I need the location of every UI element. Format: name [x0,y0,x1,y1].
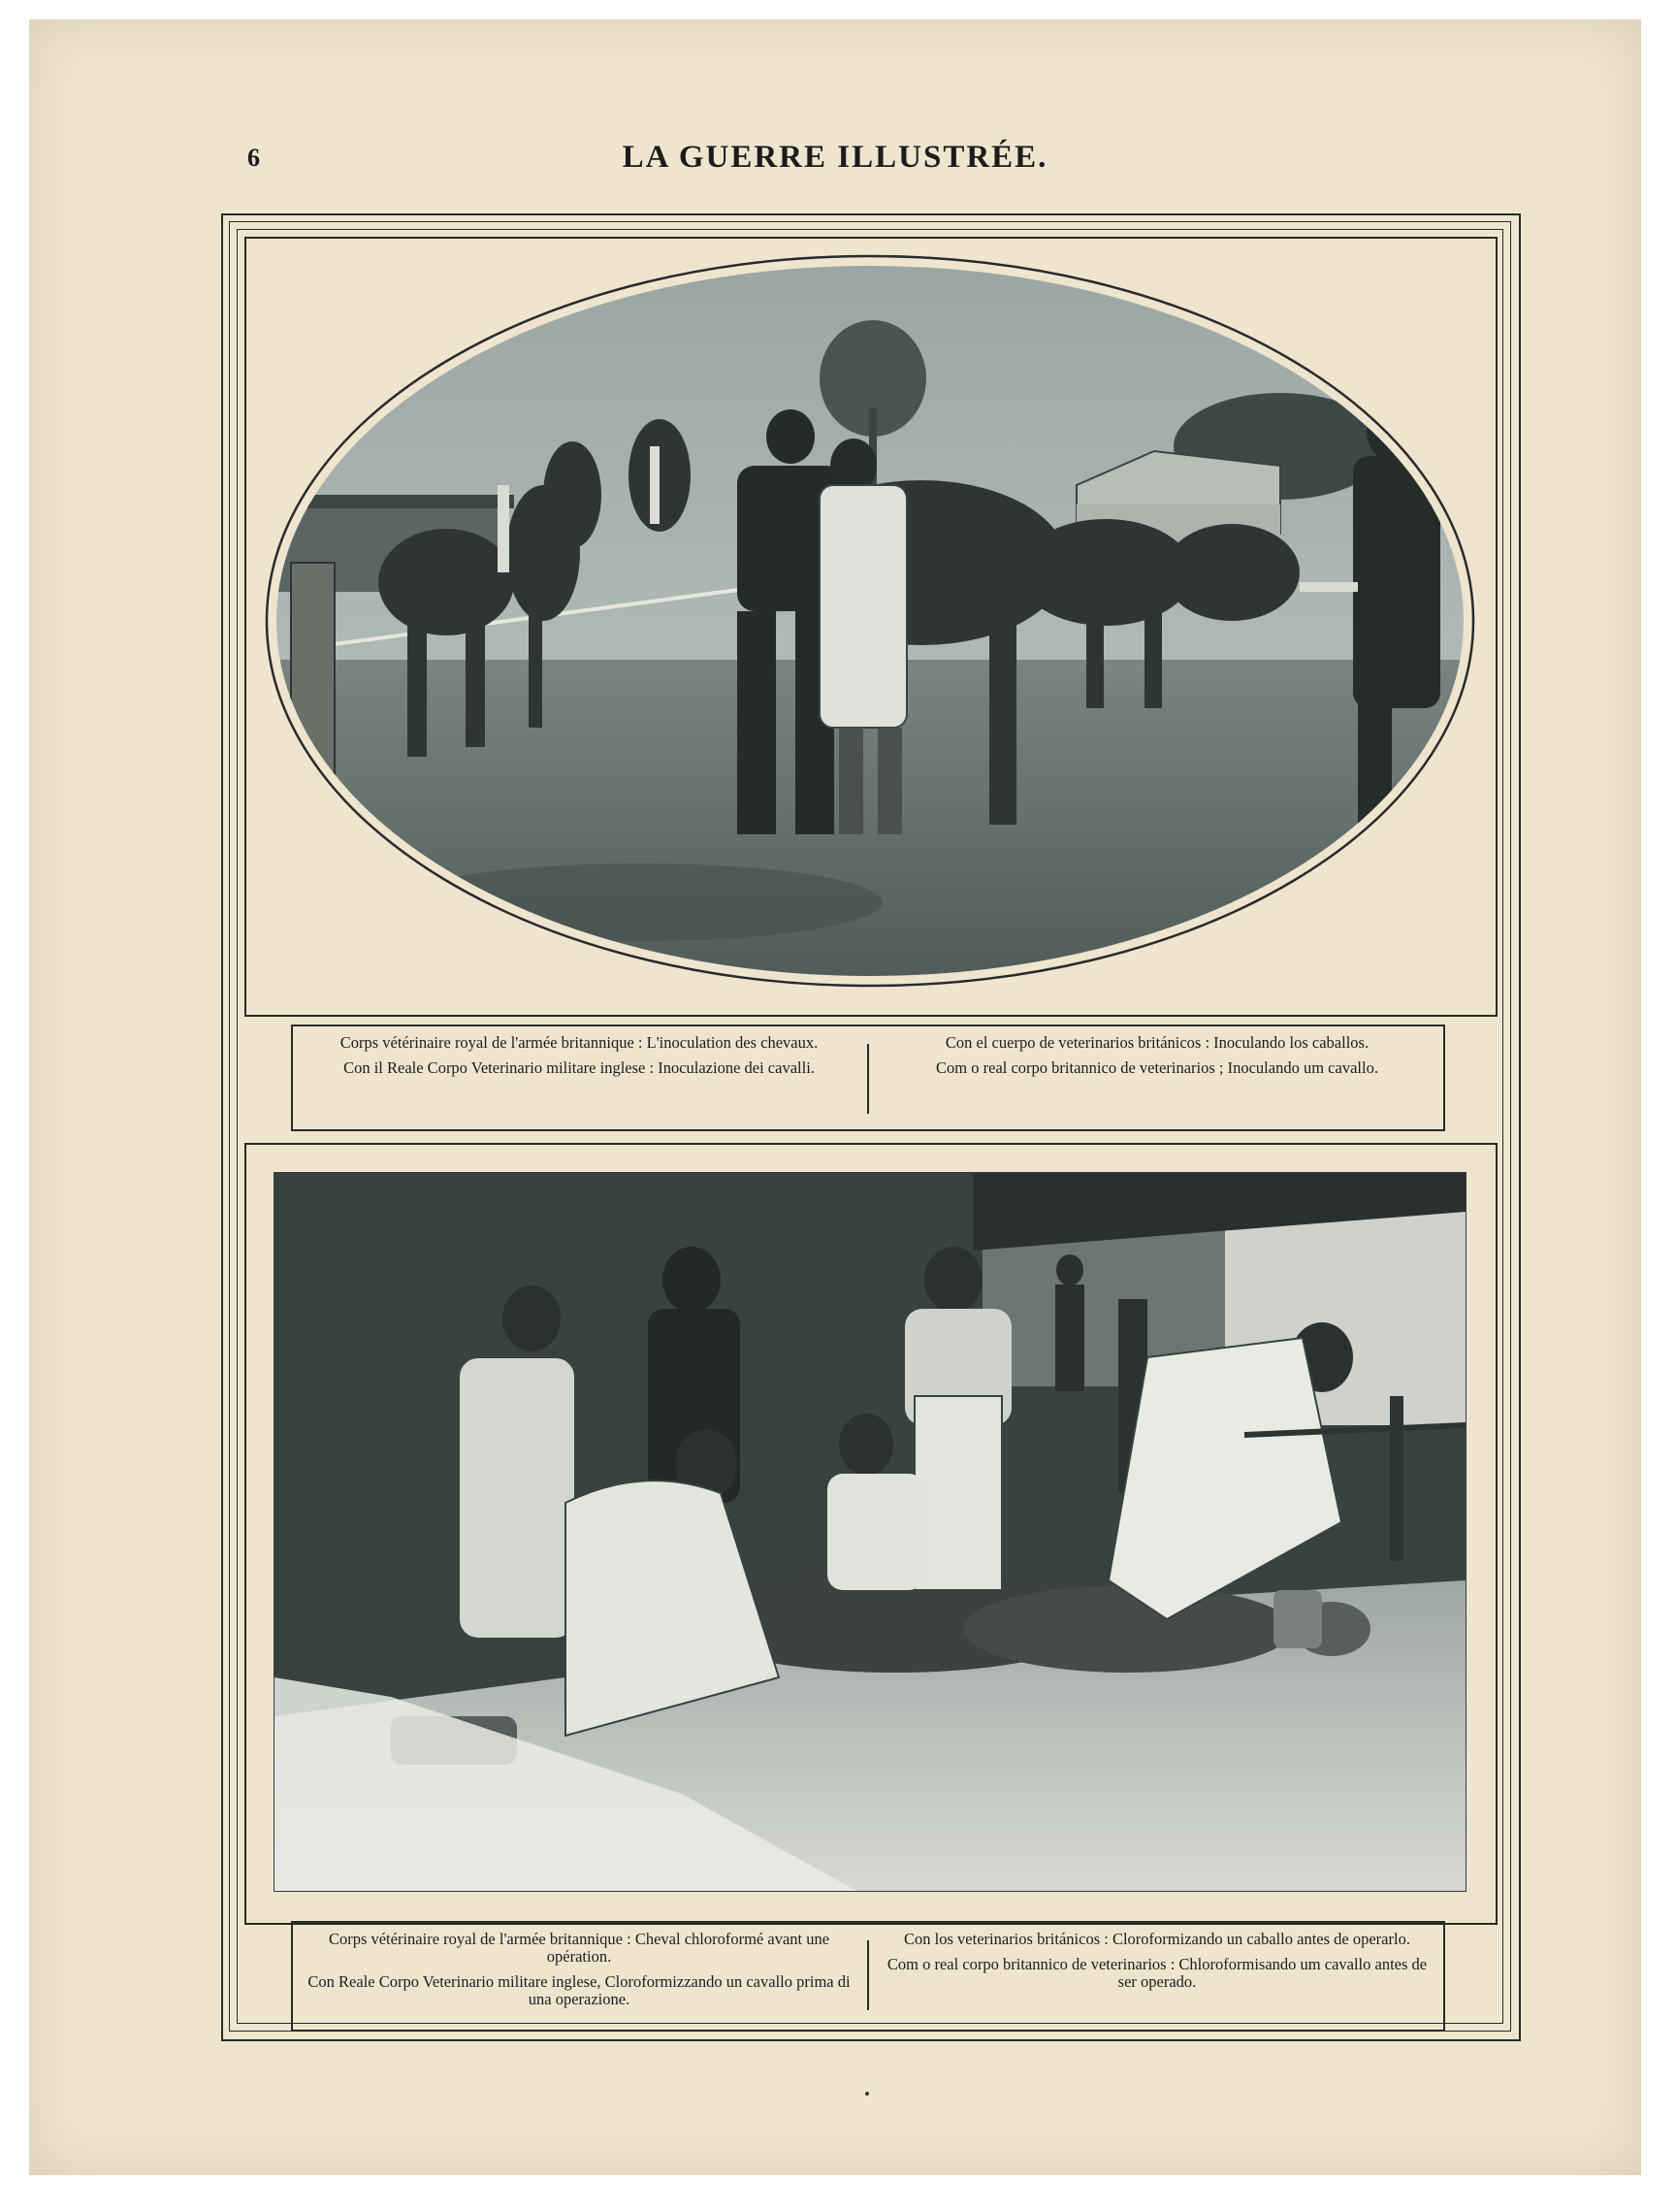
page-number: 6 [247,144,260,172]
caption-top-left [303,1034,855,1085]
caption-top-right [881,1034,1434,1085]
photo-horse-chloroform [274,1172,1466,1892]
newspaper-page [29,19,1641,2175]
horse-chloroform-illustration [274,1173,1466,1891]
caption-bottom-right [881,1931,1434,1999]
print-mark [865,2092,869,2096]
caption-box-top [291,1025,1445,1131]
horse-inoculation-illustration [252,243,1488,999]
caption-top-french: Corps vétérinaire royal de l'armée britannique : L'inoculation des chevaux. [339,1033,819,1052]
caption-bottom-french: Corps vétérinaire royal de l'armée britannique : Cheval chloroformé avant une opération. [328,1930,830,1966]
caption-top-portuguese: Com o real corpo britannico de veterinarios ; Inoculando um cavallo. [936,1058,1378,1077]
caption-bottom-left [303,1931,855,2016]
caption-bottom-portuguese: Com o real corpo britannico de veterinarios : Chloroformisando um cavallo antes de ser operado. [886,1955,1428,1991]
caption-top-spanish: Con el cuerpo de veterinarios británicos : Inoculando los caballos. [945,1033,1370,1052]
caption-top-italian: Con il Reale Corpo Veterinario militare inglese : Inoculazione dei cavalli. [343,1058,815,1077]
caption-divider [867,1044,869,1114]
caption-box-bottom [291,1921,1445,2032]
caption-bottom-italian: Con Reale Corpo Veterinario militare inglese, Cloroformizzando un cavallo prima di una operazione. [307,1972,851,2008]
caption-divider [867,1940,869,2010]
photo-horse-inoculation [252,243,1488,999]
caption-bottom-spanish: Con los veterinarios británicos : Cloroformizando un caballo antes de operarlo. [904,1930,1410,1948]
page-title: LA GUERRE ILLUSTRÉE. [622,140,1048,175]
